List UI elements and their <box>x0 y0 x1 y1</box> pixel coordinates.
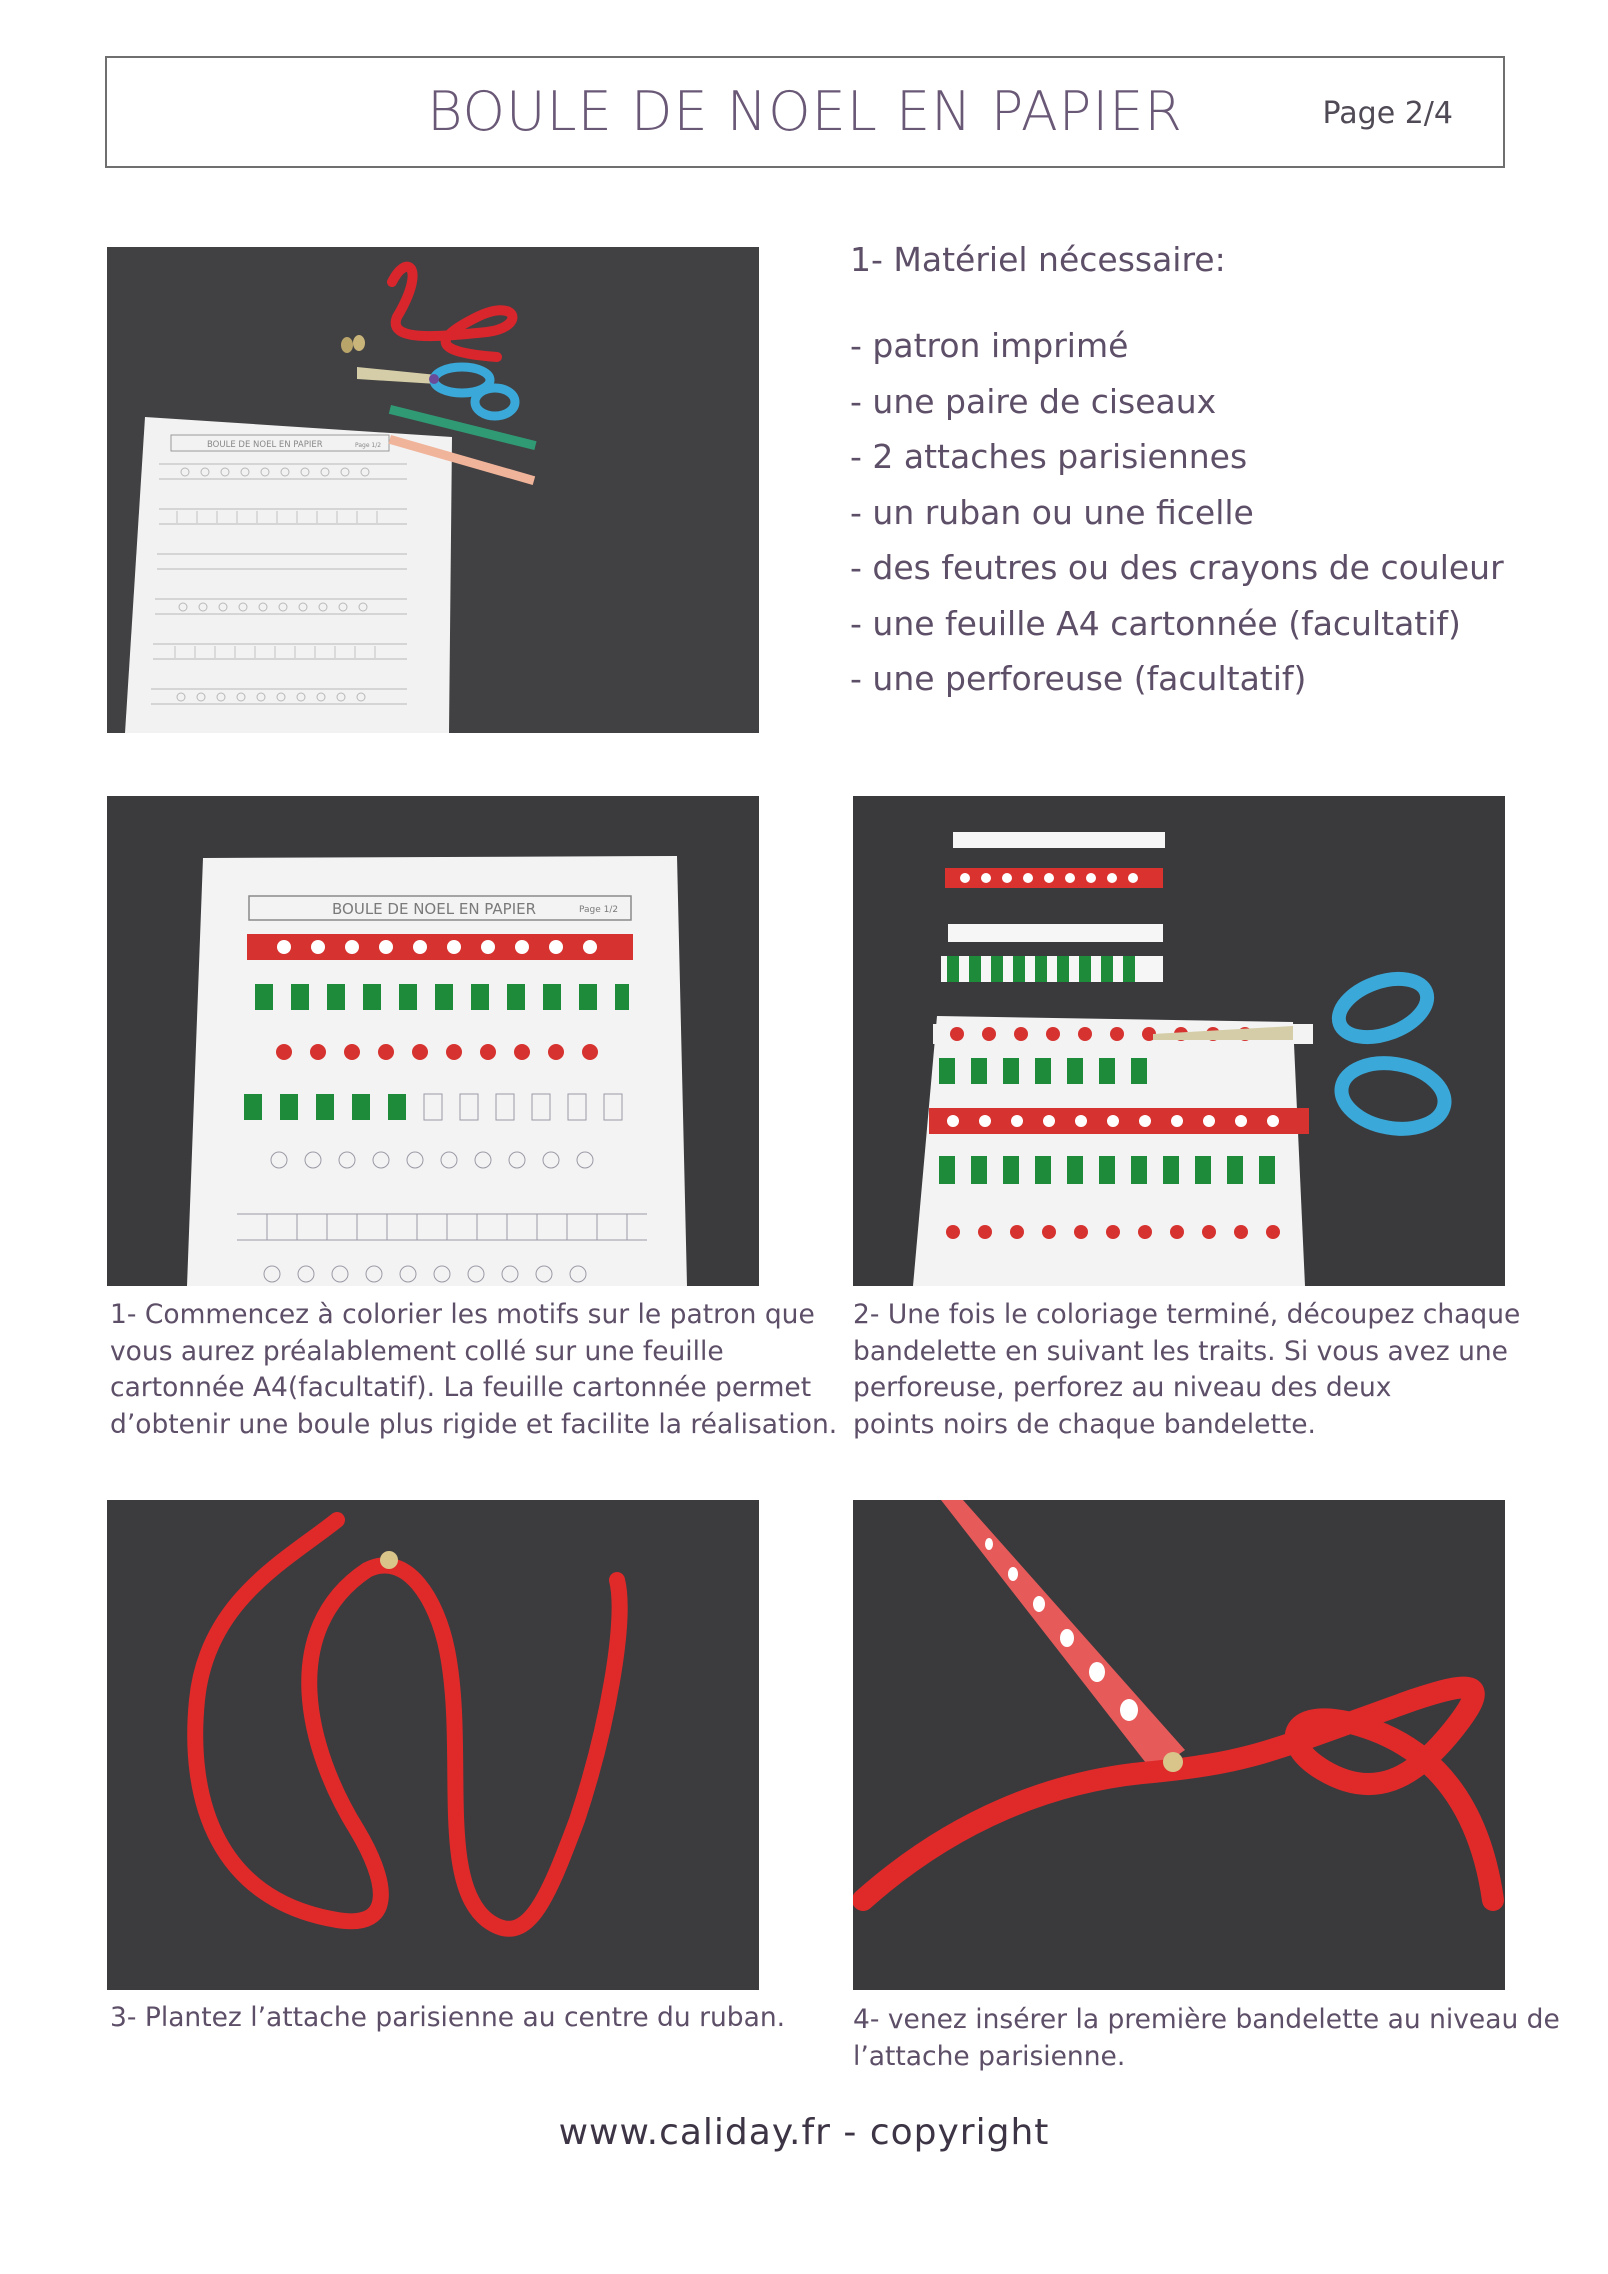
paper-fastener <box>380 1551 398 1569</box>
header-box <box>105 56 1505 168</box>
caption-step1: 1- Commencez à colorier les motifs sur le patron que vous aurez préalablement collé sur une feuille cartonnée A4(facultatif). La feuille cartonnée permet d’obtenir une boule plus rigide et facilite la réalisation. <box>110 1299 838 1440</box>
footer-copyright: www.caliday.fr - copyright <box>558 2112 1050 2153</box>
photo-step1-coloring <box>107 796 759 1286</box>
list-item: - un ruban ou une ficelle <box>850 492 1254 532</box>
materials-title: 1- Matériel nécessaire: <box>850 240 1226 279</box>
list-item: - 2 attaches parisiennes <box>850 437 1248 476</box>
list-item: - des feutres ou des crayons de couleur <box>850 548 1504 587</box>
photo-materials <box>107 247 759 733</box>
sheet-title: BOULE DE NOEL EN PAPIER <box>207 440 323 450</box>
sheet-title: BOULE DE NOEL EN PAPIER <box>332 900 537 918</box>
svg-text:Page 1/2: Page 1/2 <box>579 905 619 915</box>
caption-step4: 4- venez insérer la première bandelette au niveau de l’attache parisienne. <box>853 2004 1560 2072</box>
caption-step2: 2- Une fois le coloriage terminé, découpez chaque bandelette en suivant les traits. Si vous avez une perforeuse, perforez au niveau des deux points noirs de chaque bandelette. <box>853 1299 1521 1440</box>
photo-step4-insert <box>853 1500 1505 1990</box>
page-title: BOULE DE NOEL EN PAPIER <box>427 80 1183 143</box>
printed-pattern-sheet <box>125 417 452 733</box>
materials-list <box>850 318 1504 707</box>
list-item: - une perforeuse (facultatif) <box>850 659 1307 698</box>
caption-step3: 3- Plantez l’attache parisienne au centre du ruban. <box>110 2002 786 2033</box>
svg-text:Page 1/2: Page 1/2 <box>355 442 382 449</box>
page-number: Page 2/4 <box>1322 96 1453 131</box>
list-item: - une feuille A4 cartonnée (facultatif) <box>850 603 1461 643</box>
list-item: - patron imprimé <box>850 326 1129 365</box>
photo-step3-ribbon <box>107 1500 759 1990</box>
photo-step2-strips <box>853 796 1505 1286</box>
list-item: - une paire de ciseaux <box>850 381 1217 421</box>
paper-fastener <box>1163 1752 1183 1772</box>
